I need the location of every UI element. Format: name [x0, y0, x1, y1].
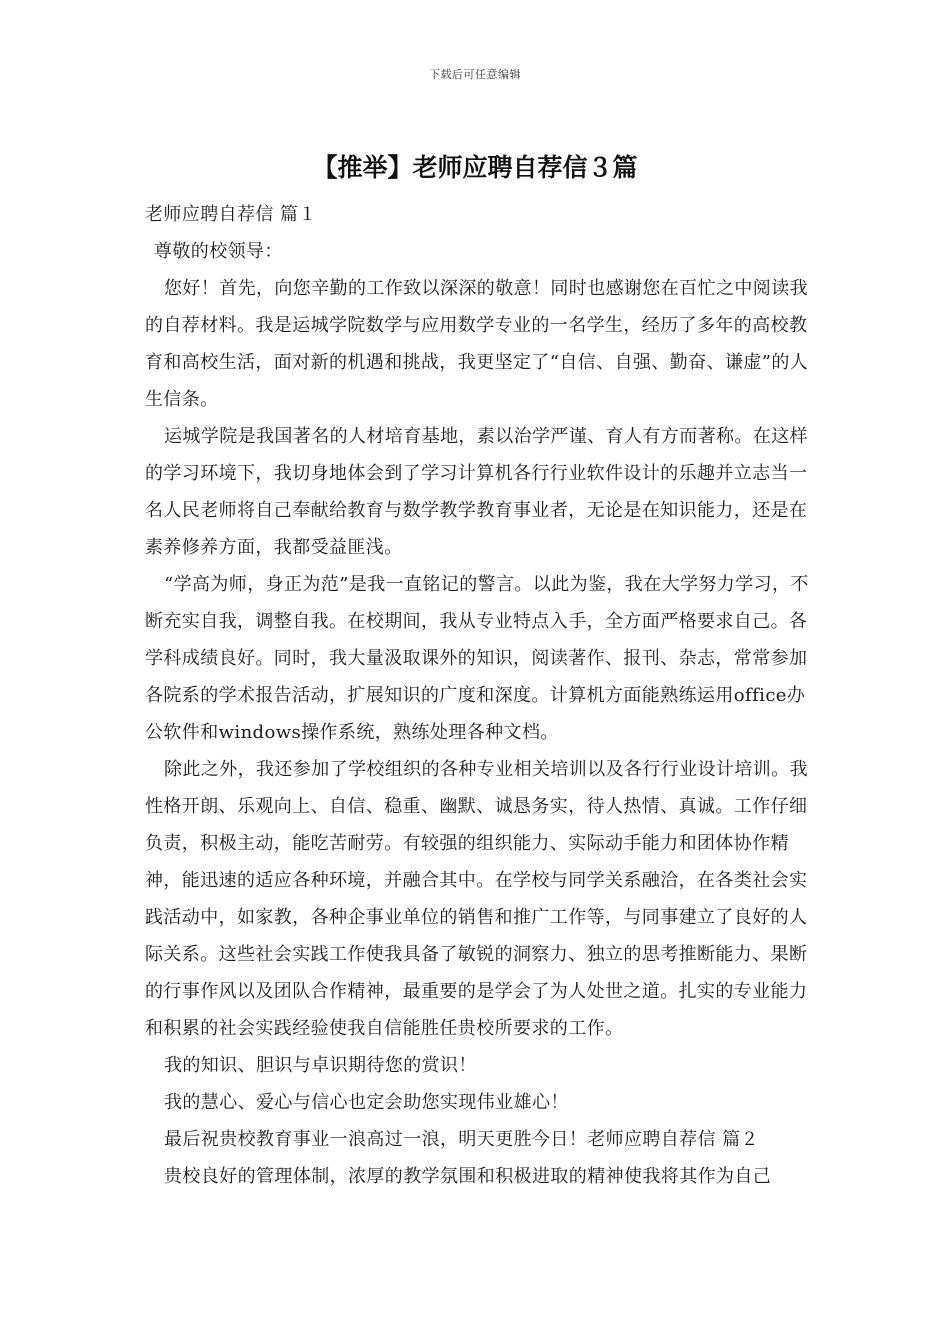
paragraph: “学高为师，身正为范”是我一直铭记的警言。以此为鉴，我在大学努力学习，不断充实自我，调整自我。在校期间，我从专业特点入手，全方面严格要求自己。各学科成绩良好。同时，我大量汲取课外的知识，阅读著作、报刊、杂志，常常参加各院系的学术报告活动，扩展知识的广度和深度。计算机方面能熟练运用office办公软件和windows操作系统，熟练处理各种文档。 [145, 574, 809, 743]
section-heading: 老师应聘自荐信 篇１ [145, 204, 317, 225]
document-title: 【推举】老师应聘自荐信３篇 [312, 153, 638, 182]
document-body [145, 196, 817, 1195]
paragraph: 我的慧心、爱心与信心也定会助您实现伟业雄心！ [164, 1092, 569, 1113]
paragraph: 我的知识、胆识与卓识期待您的赏识！ [164, 1055, 477, 1076]
header-note: 下载后可任意编辑 [429, 68, 521, 81]
salutation: 尊敬的校领导： [154, 241, 283, 262]
paragraph: 除此之外，我还参加了学校组织的各种专业相关培训以及各行行业设计培训。我性格开朗、乐观向上、自信、稳重、幽默、诚恳务实，待人热情、真诚。工作仔细负责，积极主动，能吃苦耐劳。有较强的组织能力、实际动手能力和团体协作精神，能迅速的适应各种环境，并融合其中。在学校与同学关系融洽，在各类社会实践活动中，如家教，各种企事业单位的销售和推广工作等，与同事建立了良好的人际关系。这些社会实践工作使我具备了敏锐的洞察力、独立的思考推断能力、果断的行事作风以及团队合作精神，最重要的是学会了为人处世之道。扎实的专业能力和积累的社会实践经验使我自信能胜任贵校所要求的工作。 [145, 759, 808, 1039]
paragraph: 最后祝贵校教育事业一浪高过一浪，明天更胜今日！老师应聘自荐信 篇２ [164, 1129, 759, 1150]
paragraph: 您好！首先，向您辛勤的工作致以深深的敬意！同时也感谢您在百忙之中阅读我的自荐材料。我是运城学院数学与应用数学专业的一名学生，经历了多年的高校教育和高校生活，面对新的机遇和挑战，我更坚定了“自信、自强、勤奋、谦虚”的人生信条。 [145, 278, 809, 410]
paragraph: 运城学院是我国著名的人材培育基地，素以治学严谨、育人有方而著称。在这样的学习环境下，我切身地体会到了学习计算机各行行业软件设计的乐趣并立志当一名人民老师将自己奉献给教育与数学教学教育事业者，无论是在知识能力，还是在素养修养方面，我都受益匪浅。 [145, 426, 808, 558]
paragraph: 贵校良好的管理体制，浓厚的教学氛围和积极进取的精神使我将其作为自己 [164, 1166, 772, 1187]
